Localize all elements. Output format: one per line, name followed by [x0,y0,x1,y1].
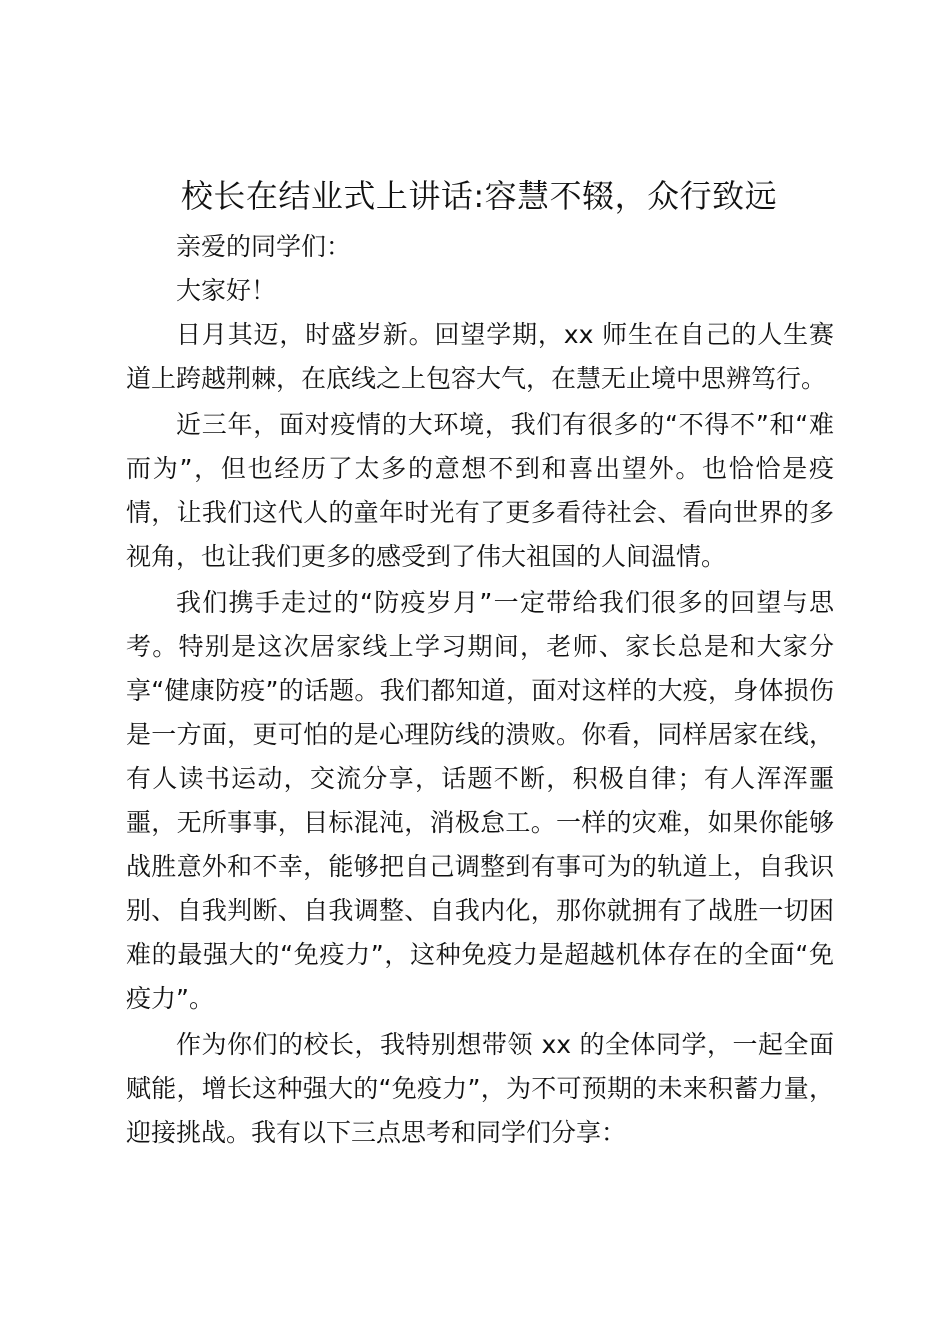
salutation: 亲爱的同学们： [176,232,352,261]
greeting: 大家好！ [176,276,277,305]
paragraph: 日月其迈，时盛岁新。回望学期，xx 师生在自己的人生赛道上跨越荆棘，在底线之上包容大气，在慧无止境中思辨笃行。 [126,320,834,393]
document-body [126,225,834,1155]
paragraph: 近三年，面对疫情的大环境，我们有很多的“不得不”和“难而为”，但也经历了太多的意想不到和喜出望外。也恰恰是疫情，让我们这代人的童年时光有了更多看待社会、看向世界的多视角，也让我们更多的感受到了伟大祖国的人间温情。 [126,410,834,571]
document-title: 校长在结业式上讲话:容慧不辍，众行致远 [180,177,778,215]
paragraph: 作为你们的校长，我特别想带领 xx 的全体同学，一起全面赋能，增长这种强大的“免疫力”，为不可预期的未来积蓄力量，迎接挑战。我有以下三点思考和同学们分享： [126,1030,834,1147]
paragraph: 我们携手走过的“防疫岁月”一定带给我们很多的回望与思考。特别是这次居家线上学习期间，老师、家长总是和大家分享“健康防疫”的话题。我们都知道，面对这样的大疫，身体损伤是一方面，更可怕的是心理防线的溃败。你看，同样居家在线，有人读书运动，交流分享，话题不断，积极自律；有人浑浑噩噩，无所事事，目标混沌，消极怠工。一样的灾难，如果你能够战胜意外和不幸，能够把自己调整到有事可为的轨道上，自我识别、自我判断、自我调整、自我内化，那你就拥有了战胜一切困难的最强大的“免疫力”，这种免疫力是超越机体存在的全面“免疫力”。 [126,588,834,1013]
